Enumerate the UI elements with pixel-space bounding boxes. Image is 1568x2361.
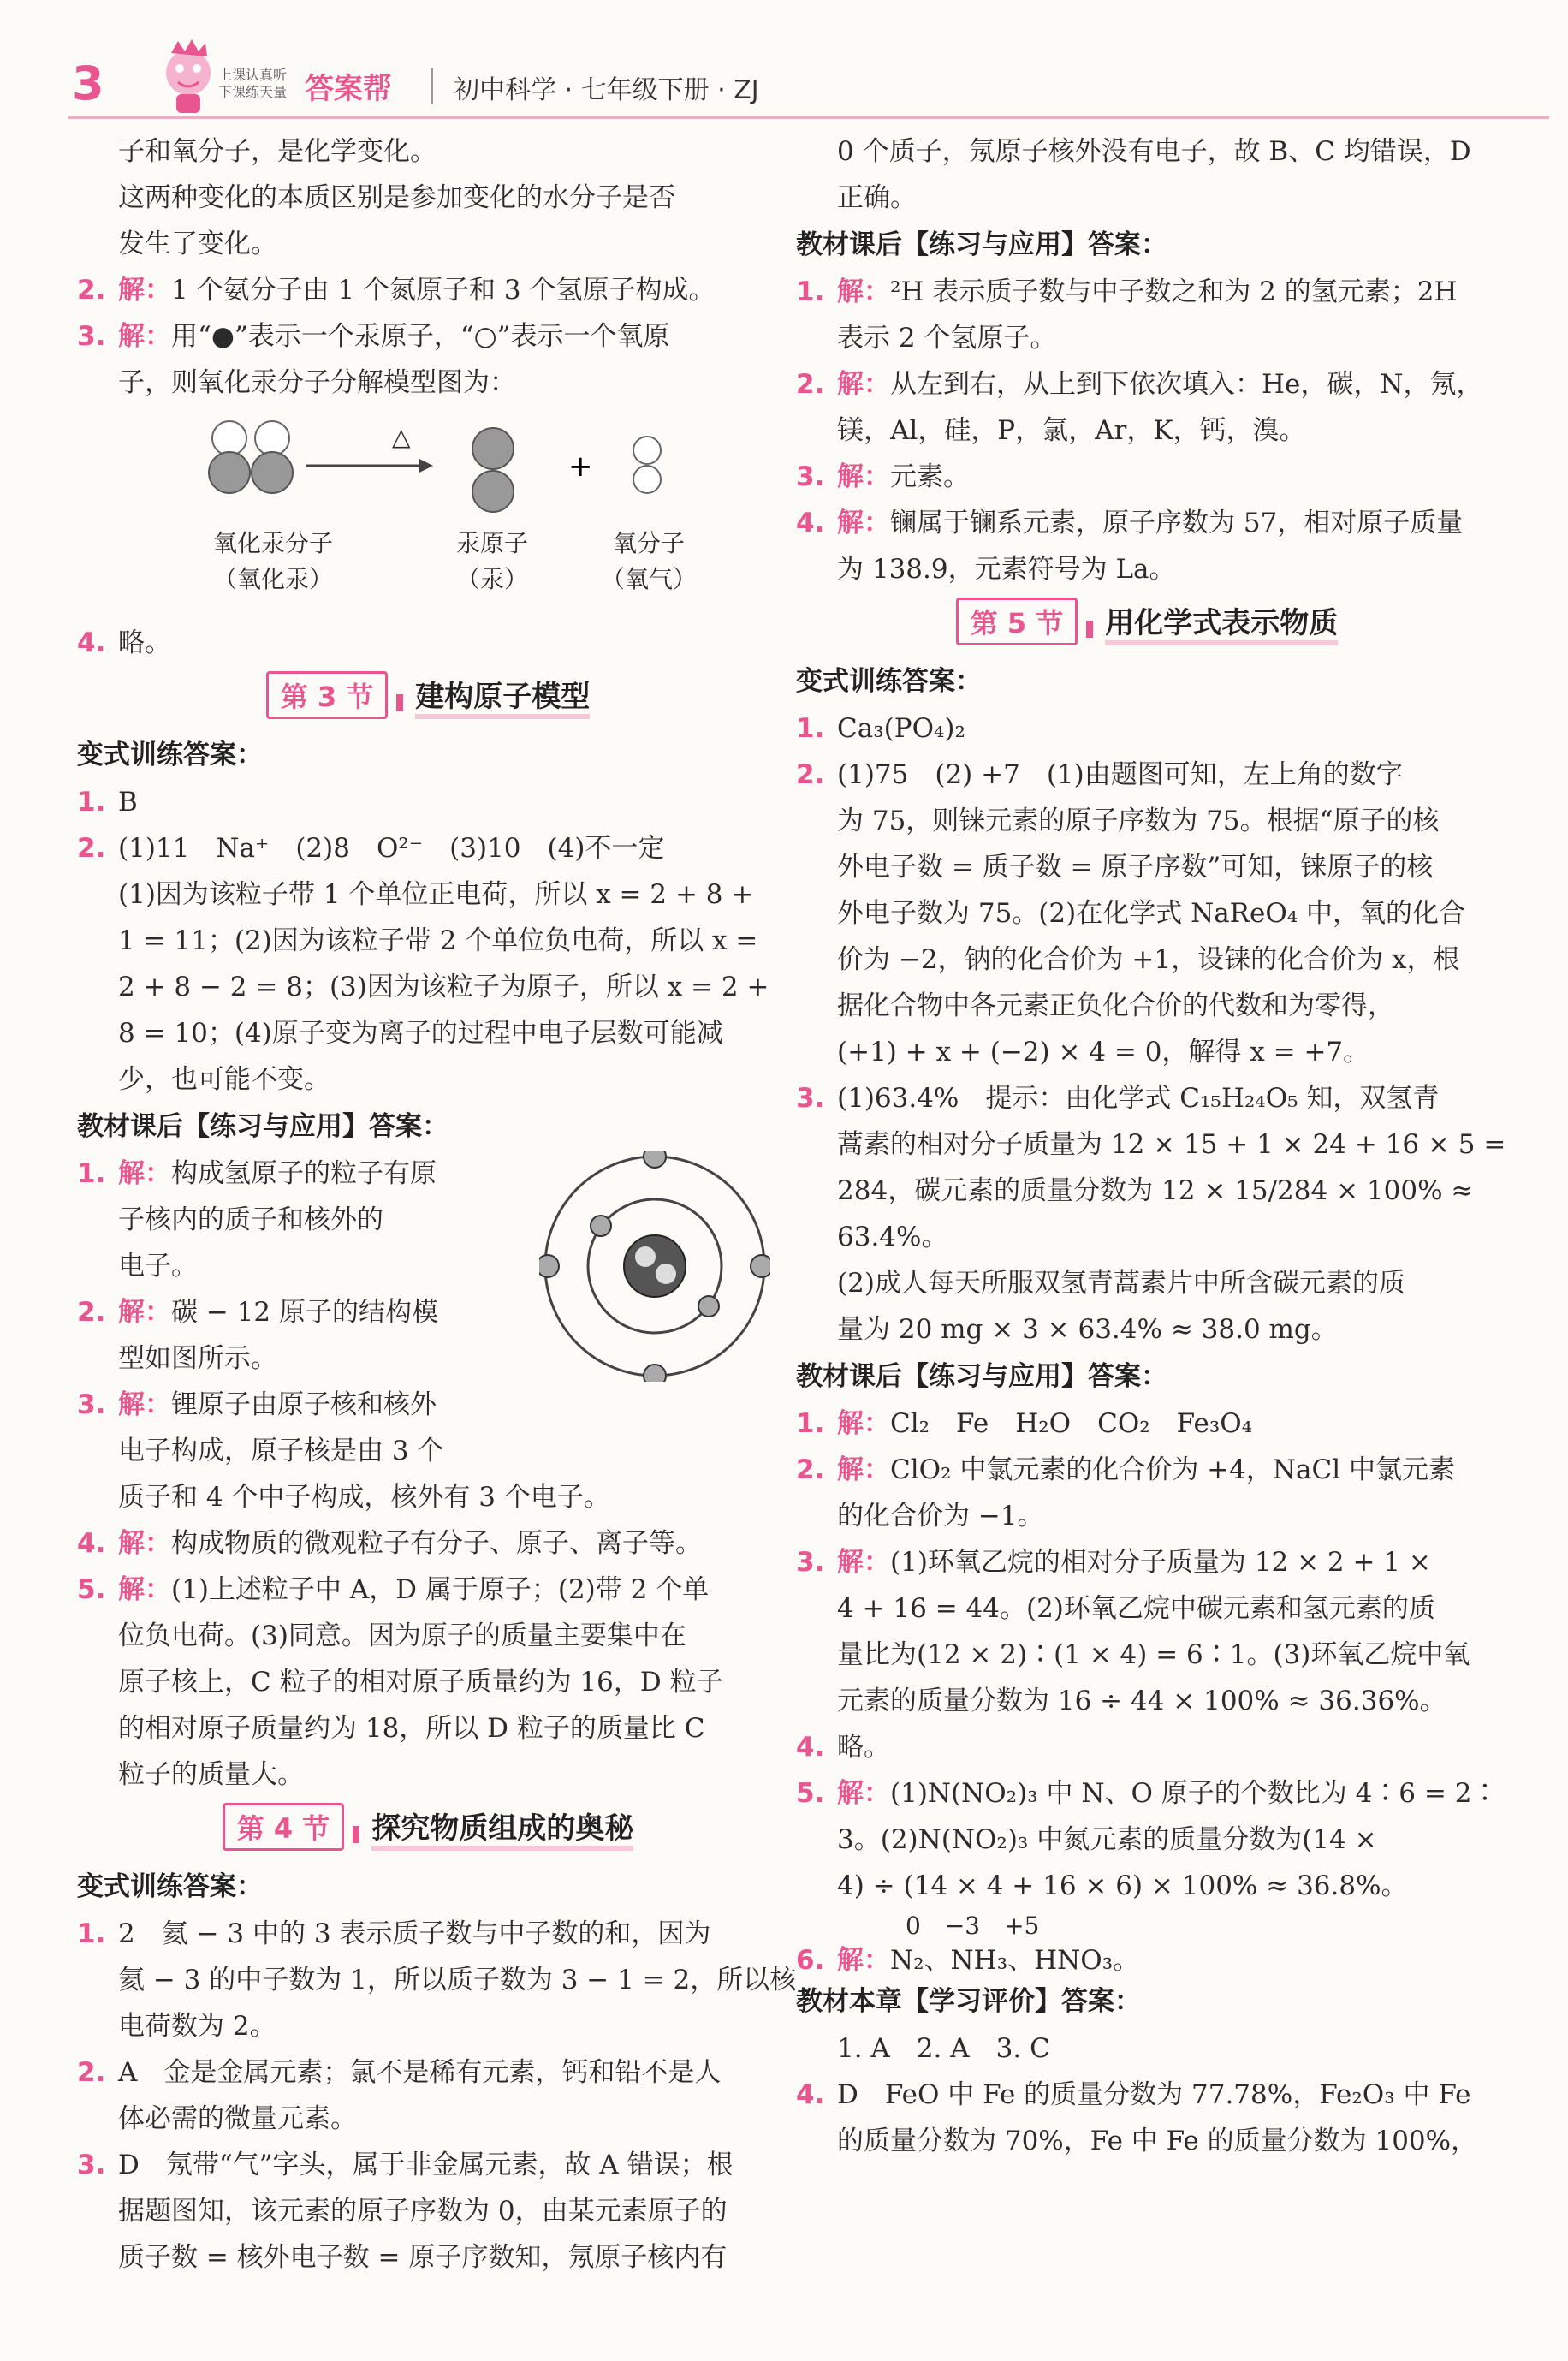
answer-item: 1. 解：²H 表示质子数与中子数之和为 2 的氢元素；2H bbox=[796, 277, 1458, 307]
text-line: 子和氧分子，是化学变化。 bbox=[118, 136, 437, 167]
text-line: 氦 − 3 的中子数为 1，所以质子数为 3 − 1 = 2，所以核 bbox=[118, 1965, 797, 1995]
text-line: 子，则氧化汞分子分解模型图为： bbox=[118, 367, 516, 398]
answer-item: 4. D FeO 中 Fe 的质量分数为 77.78%，Fe₂O₃ 中 Fe bbox=[796, 2079, 1471, 2110]
text-line: 电子。 bbox=[118, 1251, 198, 1282]
page-number: 3 bbox=[72, 56, 104, 110]
label-oxygen-molecule: 氧分子 （氧气） bbox=[600, 529, 697, 593]
answer-item: 2. 解：从左到右，从上到下依次填入：He，碳，N，氖， bbox=[796, 369, 1483, 400]
text-line: 价为 −2，钠的化合价为 +1，设铼的化合价为 x，根 bbox=[837, 944, 1460, 975]
answer-item: 1. B bbox=[77, 787, 138, 818]
text-line: 3。(2)N(NO₂)₃ 中氮元素的质量分数为(14 × bbox=[837, 1824, 1377, 1855]
subject-title: 初中科学 · 七年级下册 · ZJ bbox=[454, 75, 759, 105]
text-line: 1 = 11；(2)因为该粒子带 2 个单位负电荷，所以 x = bbox=[118, 925, 758, 956]
answer-item: 1. 解：构成氢原子的粒子有原 bbox=[77, 1158, 437, 1189]
label-mercury-oxide: 氧化汞分子 （氧化汞） bbox=[212, 529, 333, 593]
text-line: 少，也可能不变。 bbox=[118, 1064, 330, 1095]
subheading: 变式训练答案： bbox=[77, 1871, 263, 1902]
text-line: 位负电荷。(3)同意。因为原子的质量主要集中在 bbox=[118, 1621, 686, 1651]
text-line: 4) ÷ (14 × 4 + 16 × 6) × 100% ≈ 36.8%。 bbox=[837, 1870, 1408, 1901]
mercury-oxide-decomposition-diagram bbox=[77, 406, 779, 620]
text-line: 0 个质子，氖原子核外没有电子，故 B、C 均错误，D bbox=[837, 136, 1471, 167]
text-line: 正确。 bbox=[837, 182, 917, 213]
answer-item: 5. 解：(1)N(NO₂)₃ 中 N、O 原子的个数比为 4∶6 = 2∶ bbox=[796, 1778, 1499, 1809]
text-line: 63.4%。 bbox=[837, 1222, 948, 1252]
page-header bbox=[0, 0, 1568, 128]
subheading: 教材本章【学习评价】答案： bbox=[796, 1986, 1141, 2017]
text-line: (2)成人每天所服双氢青蒿素片中所含碳元素的质 bbox=[837, 1268, 1405, 1299]
left-column bbox=[77, 128, 797, 2281]
text-line: 外电子数为 75。(2)在化学式 NaReO₄ 中，氧的化合 bbox=[837, 898, 1466, 929]
svg-text:+: + bbox=[568, 449, 593, 484]
answer-item: 5. 解：(1)上述粒子中 A，D 属于原子；(2)带 2 个单 bbox=[77, 1574, 710, 1605]
answer-item: 1. Ca₃(PO₄)₂ bbox=[796, 713, 965, 744]
answer-item: 3. (1)63.4% 提示：由化学式 C₁₅H₂₄O₅ 知，双氢青 bbox=[796, 1083, 1440, 1114]
section-3-heading: 第 3 节 建构原子模型 bbox=[77, 671, 779, 728]
answer-item: 2. 解：ClO₂ 中氯元素的化合价为 +4，NaCl 中氯元素 bbox=[796, 1454, 1455, 1485]
text-line: 的相对原子质量约为 18，所以 D 粒子的质量比 C bbox=[118, 1713, 705, 1744]
text-line: 表示 2 个氢原子。 bbox=[837, 323, 1057, 354]
text-line: 外电子数 = 质子数 = 原子序数”可知，铼原子的核 bbox=[837, 852, 1434, 883]
answer-item: 3. 解：用“●”表示一个汞原子，“○”表示一个氧原 bbox=[77, 321, 670, 352]
text-line: 镁，Al，硅，P，氯，Ar，K，钙，溴。 bbox=[837, 415, 1306, 446]
text-line: 电子构成，原子核是由 3 个 bbox=[118, 1436, 444, 1466]
valence-marks: 0 −3 +5 bbox=[906, 1912, 1040, 1940]
text-line: 284，碳元素的质量分数为 12 × 15/284 × 100% ≈ bbox=[837, 1175, 1474, 1206]
text-line: 据题图知，该元素的原子序数为 0，由某元素原子的 bbox=[118, 2196, 728, 2227]
text-line: 据化合物中各元素正负化合价的代数和为零得， bbox=[837, 990, 1394, 1021]
label-mercury-atom: 汞原子 （汞） bbox=[455, 529, 528, 593]
text-line: 粒子的质量大。 bbox=[118, 1759, 304, 1790]
answer-item: 2. (1)11 Na⁺ (2)8 O²⁻ (3)10 (4)不一定 bbox=[77, 833, 665, 864]
reaction-condition: △ bbox=[392, 423, 411, 451]
right-column bbox=[796, 128, 1506, 2164]
text-line: 2 + 8 − 2 = 8；(3)因为该粒子为原子，所以 x = 2 + bbox=[118, 972, 769, 1002]
text-line: 型如图所示。 bbox=[118, 1343, 277, 1374]
answer-item: 4. 解：构成物质的微观粒子有分子、原子、离子等。 bbox=[77, 1528, 702, 1559]
text-line: 体必需的微量元素。 bbox=[118, 2103, 357, 2134]
text-line: 4 + 16 = 44。(2)环氧乙烷中碳元素和氢元素的质 bbox=[837, 1593, 1435, 1624]
text-line: 蒿素的相对分子质量为 12 × 15 + 1 × 24 + 16 × 5 = bbox=[837, 1129, 1506, 1160]
text-line: 质子数 = 核外电子数 = 原子序数知，氖原子核内有 bbox=[118, 2242, 728, 2273]
slogan: 上课认真听 下课练天量 bbox=[218, 67, 288, 100]
text-line: 为 75，则铼元素的原子序数为 75。根据“原子的核 bbox=[837, 806, 1440, 836]
text-line: 的化合价为 −1。 bbox=[837, 1501, 1044, 1531]
answer-item: 1. 解：Cl₂ Fe H₂O CO₂ Fe₃O₄ bbox=[796, 1408, 1253, 1439]
text-line: 原子核上，C 粒子的相对原子质量约为 16，D 粒子 bbox=[118, 1667, 723, 1698]
subheading: 教材课后【练习与应用】答案： bbox=[77, 1111, 448, 1142]
subheading: 教材课后【练习与应用】答案： bbox=[796, 229, 1167, 260]
text-line: 这两种变化的本质区别是参加变化的水分子是否 bbox=[118, 182, 675, 213]
answer-item: 1. A 2. A 3. C bbox=[837, 2033, 1050, 2064]
text-line: 子核内的质子和核外的 bbox=[118, 1204, 383, 1235]
text-line: 8 = 10；(4)原子变为离子的过程中电子层数可能减 bbox=[118, 1018, 723, 1049]
section-5-heading: 第 5 节 用化学式表示物质 bbox=[796, 598, 1498, 654]
answer-item: 2. 解：1 个氨分子由 1 个氮原子和 3 个氢原子构成。 bbox=[77, 275, 716, 306]
text-line: 元素的质量分数为 16 ÷ 44 × 100% ≈ 36.36%。 bbox=[837, 1686, 1446, 1716]
answer-item: 2. 解：碳 − 12 原子的结构模 bbox=[77, 1297, 438, 1328]
text-line: 发生了变化。 bbox=[118, 229, 277, 259]
header-rule bbox=[68, 116, 1549, 119]
text-line: (+1) + x + (−2) × 4 = 0，解得 x = +7。 bbox=[837, 1037, 1370, 1068]
subheading: 教材课后【练习与应用】答案： bbox=[796, 1361, 1167, 1392]
subheading: 变式训练答案： bbox=[77, 740, 263, 770]
answer-item: 3. 解：元素。 bbox=[796, 461, 970, 492]
text-line: (1)因为该粒子带 1 个单位正电荷，所以 x = 2 + 8 + bbox=[118, 879, 754, 910]
answer-item: 1. 2 氦 − 3 中的 3 表示质子数与中子数的和，因为 bbox=[77, 1918, 711, 1949]
text-line: 质子和 4 个中子构成，核外有 3 个电子。 bbox=[118, 1482, 610, 1513]
text-line: 量比为(12 × 2)∶(1 × 4) = 6∶1。(3)环氧乙烷中氧 bbox=[837, 1639, 1470, 1670]
answer-item: 3. D 氖带“气”字头，属于非金属元素，故 A 错误；根 bbox=[77, 2150, 734, 2180]
answer-item: 2. (1)75 (2) +7 (1)由题图可知，左上角的数字 bbox=[796, 759, 1403, 790]
text-line: 的质量分数为 70%，Fe 中 Fe 的质量分数为 100%， bbox=[837, 2126, 1478, 2156]
text-line: 为 138.9，元素符号为 La。 bbox=[837, 554, 1176, 585]
text-line: 量为 20 mg × 3 × 63.4% ≈ 38.0 mg。 bbox=[837, 1314, 1338, 1345]
answer-item: 4. 解：镧属于镧系元素，原子序数为 57，相对原子质量 bbox=[796, 508, 1464, 538]
subheading: 变式训练答案： bbox=[796, 666, 982, 697]
atom-answer-block bbox=[77, 1151, 779, 1520]
answer-item: 3. 解：锂原子由原子核和核外 bbox=[77, 1389, 437, 1420]
brand-name: 答案帮 bbox=[305, 72, 392, 106]
answer-item: 4. 略。 bbox=[796, 1732, 890, 1763]
answer-item: 3. 解：(1)环氧乙烷的相对分子质量为 12 × 2 + 1 × bbox=[796, 1547, 1431, 1578]
section-4-heading: 第 4 节 探究物质组成的奥秘 bbox=[77, 1803, 779, 1859]
answer-item: 0 −3 +5 6. 解：N₂、NH₃、HNO₃。 bbox=[796, 1909, 1498, 1977]
text-line: 电荷数为 2。 bbox=[118, 2011, 276, 2042]
answer-item: 2. A 金是金属元素；氯不是稀有元素，钙和铅不是人 bbox=[77, 2057, 722, 2088]
answer-item: 4. 略。 bbox=[77, 627, 171, 658]
header-divider bbox=[431, 68, 433, 104]
